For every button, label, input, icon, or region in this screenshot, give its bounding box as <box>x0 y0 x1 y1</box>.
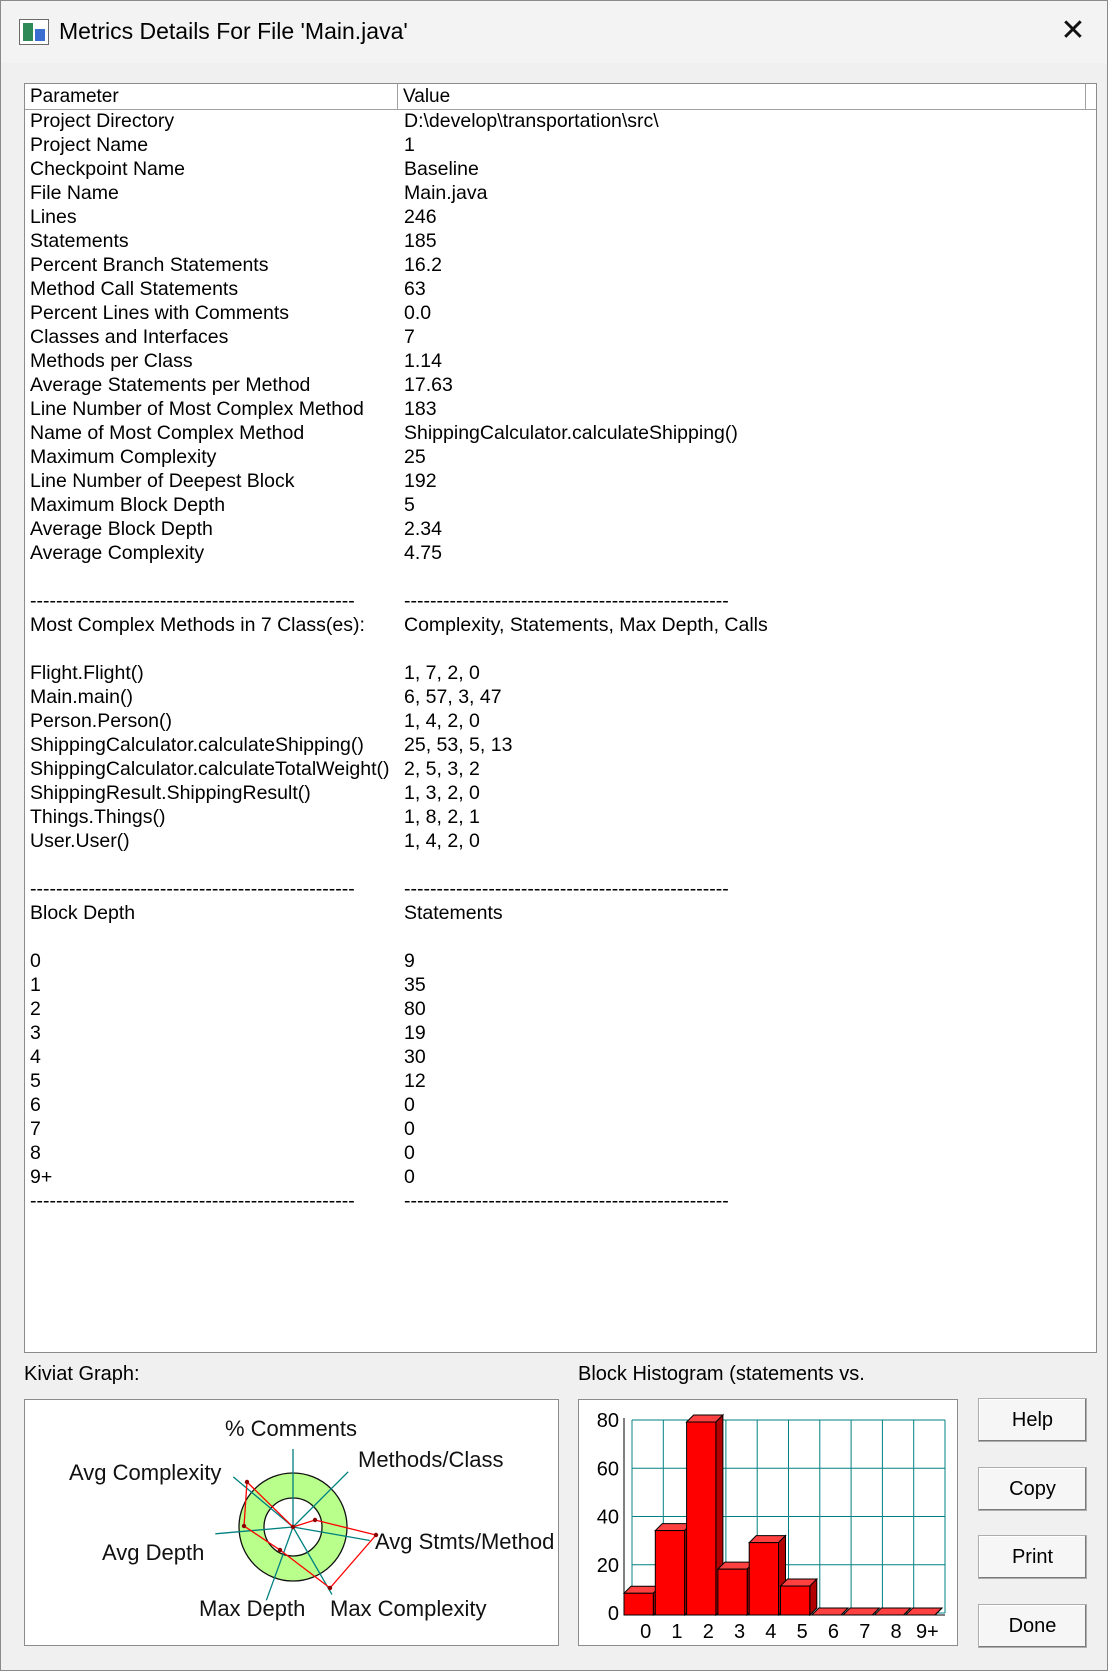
table-row[interactable] <box>30 1165 1090 1189</box>
parameter-cell: ShippingCalculator.calculateTotalWeight() <box>30 758 390 780</box>
kiviat-graph <box>24 1399 559 1646</box>
table-row[interactable] <box>30 997 1090 1021</box>
table-row[interactable] <box>30 181 1090 205</box>
parameter-cell: Checkpoint Name <box>30 158 185 180</box>
table-row[interactable] <box>30 685 1090 709</box>
table-row[interactable] <box>30 781 1090 805</box>
table-row[interactable] <box>30 1141 1090 1165</box>
kiviat-point <box>242 1524 246 1528</box>
parameter-cell: Line Number of Most Complex Method <box>30 398 364 420</box>
table-row[interactable] <box>30 301 1090 325</box>
value-cell: 0.0 <box>404 302 432 324</box>
table-row[interactable] <box>30 829 1090 853</box>
parameter-cell: ShippingCalculator.calculateShipping() <box>30 734 364 756</box>
parameter-cell: File Name <box>30 182 119 204</box>
parameter-cell: Methods per Class <box>30 350 193 372</box>
x-tick-label: 2 <box>702 1621 714 1643</box>
value-cell: 0 <box>404 1166 415 1188</box>
kiviat-axis-avg-stmts-method: Avg Stmts/Method <box>375 1529 555 1554</box>
table-row[interactable] <box>30 709 1090 733</box>
table-row[interactable] <box>30 613 1090 637</box>
column-header-value[interactable]: Value <box>398 84 1086 110</box>
kiviat-axis-max-complexity: Max Complexity <box>330 1596 487 1621</box>
table-row[interactable] <box>30 541 1090 565</box>
value-cell: 17.63 <box>404 374 453 396</box>
value-cell: 1, 4, 2, 0 <box>404 830 480 852</box>
x-tick-label: 7 <box>859 1621 871 1643</box>
column-header-filler <box>1086 84 1096 110</box>
value-cell: 1, 3, 2, 0 <box>404 782 480 804</box>
parameter-cell: 9+ <box>30 1166 53 1188</box>
x-tick-label: 8 <box>890 1621 902 1643</box>
value-cell: 7 <box>404 326 415 348</box>
table-row[interactable] <box>30 973 1090 997</box>
y-tick-label: 60 <box>596 1458 619 1481</box>
histogram-plot <box>579 1400 957 1645</box>
histogram-bar <box>655 1531 684 1615</box>
value-cell: 9 <box>404 950 415 972</box>
copy-button[interactable]: Copy <box>978 1467 1087 1511</box>
y-tick-label: 40 <box>596 1506 619 1529</box>
parameter-cell: Average Statements per Method <box>30 374 311 396</box>
histogram-bar <box>781 1586 810 1615</box>
parameter-cell: Average Block Depth <box>30 518 213 540</box>
block-histogram-label: Block Histogram (statements vs. <box>578 1363 865 1385</box>
title-bar <box>1 1 1107 63</box>
table-row[interactable] <box>30 469 1090 493</box>
parameter-cell: 3 <box>30 1022 41 1044</box>
value-cell: 19 <box>404 1022 426 1044</box>
kiviat-point <box>245 1480 249 1484</box>
value-cell: 25 <box>404 446 426 468</box>
value-cell: Complexity, Statements, Max Depth, Calls <box>404 614 768 636</box>
column-header-parameter[interactable]: Parameter <box>25 84 398 110</box>
parameter-cell: Lines <box>30 206 77 228</box>
value-cell: 1, 4, 2, 0 <box>404 710 480 732</box>
value-cell: Main.java <box>404 182 488 204</box>
y-tick-label: 80 <box>596 1410 619 1432</box>
value-cell: D:\develop\transportation\src\ <box>404 110 659 132</box>
print-button[interactable]: Print <box>978 1535 1087 1579</box>
parameter-cell: User.User() <box>30 830 130 852</box>
kiviat-point <box>328 1586 332 1590</box>
parameter-cell: 2 <box>30 998 41 1020</box>
value-cell: 246 <box>404 206 437 228</box>
parameter-cell: Most Complex Methods in 7 Class(es): <box>30 614 365 636</box>
parameter-cell: Method Call Statements <box>30 278 239 300</box>
value-cell: 2, 5, 3, 2 <box>404 758 480 780</box>
table-row[interactable] <box>30 517 1090 541</box>
value-cell: 0 <box>404 1142 415 1164</box>
parameter-cell: 4 <box>30 1046 41 1068</box>
table-row[interactable] <box>30 109 1090 133</box>
table-row[interactable] <box>30 397 1090 421</box>
parameter-cell: Average Complexity <box>30 542 205 564</box>
histogram-bar <box>749 1543 778 1615</box>
parameter-cell: 7 <box>30 1118 41 1140</box>
table-row[interactable] <box>30 901 1090 925</box>
value-cell: 1, 7, 2, 0 <box>404 662 480 684</box>
parameter-cell: Line Number of Deepest Block <box>30 470 295 492</box>
table-row[interactable] <box>30 757 1090 781</box>
value-cell: 16.2 <box>404 254 442 276</box>
table-row[interactable] <box>30 493 1090 517</box>
close-button[interactable]: ✕ <box>1060 14 1086 47</box>
kiviat-graph-label: Kiviat Graph: <box>24 1363 140 1385</box>
window-title: Metrics Details For File 'Main.java' <box>59 18 408 44</box>
y-tick-label: 20 <box>596 1554 619 1577</box>
parameter-cell: 5 <box>30 1070 41 1092</box>
kiviat-axis-avg-complexity: Avg Complexity <box>69 1460 222 1485</box>
table-row[interactable] <box>30 325 1090 349</box>
parameter-cell: Percent Lines with Comments <box>30 302 290 324</box>
kiviat-axis-comments: % Comments <box>225 1416 358 1441</box>
table-row[interactable] <box>30 205 1090 229</box>
table-row[interactable] <box>30 805 1090 829</box>
parameter-cell: Person.Person() <box>30 710 172 732</box>
value-cell: ShippingCalculator.calculateShipping() <box>404 422 738 444</box>
value-cell: 5 <box>404 494 415 516</box>
kiviat-point <box>278 1548 282 1552</box>
x-tick-label: 5 <box>796 1621 808 1643</box>
block-histogram <box>578 1399 958 1646</box>
parameter-cell: Maximum Complexity <box>30 446 217 468</box>
table-row[interactable] <box>30 1117 1090 1141</box>
value-cell: 183 <box>404 398 437 420</box>
value-cell: 185 <box>404 230 437 252</box>
table-row[interactable] <box>30 133 1090 157</box>
value-cell: -------------------------------------------------- <box>404 590 729 612</box>
kiviat-point <box>313 1518 317 1522</box>
parameter-cell: 6 <box>30 1094 41 1116</box>
x-tick-label: 1 <box>671 1621 683 1643</box>
parameter-cell: -------------------------------------------------- <box>30 1190 355 1212</box>
table-row[interactable] <box>30 589 1090 613</box>
value-cell: 80 <box>404 998 426 1020</box>
parameter-cell: -------------------------------------------------- <box>30 878 355 900</box>
help-button[interactable]: Help <box>978 1398 1087 1442</box>
table-row[interactable] <box>30 445 1090 469</box>
value-cell: 6, 57, 3, 47 <box>404 686 502 708</box>
table-row[interactable] <box>30 157 1090 181</box>
table-row[interactable] <box>30 1189 1090 1213</box>
parameter-cell: 0 <box>30 950 41 972</box>
histogram-bar-side <box>810 1579 817 1615</box>
histogram-bar <box>624 1593 653 1615</box>
value-cell: 63 <box>404 278 426 300</box>
parameter-cell: -------------------------------------------------- <box>30 590 355 612</box>
value-cell: 0 <box>404 1118 415 1140</box>
y-tick-label: 0 <box>607 1603 619 1625</box>
parameter-cell: 8 <box>30 1142 41 1164</box>
parameter-cell: Maximum Block Depth <box>30 494 226 516</box>
table-row[interactable] <box>30 1093 1090 1117</box>
table-row[interactable] <box>30 1021 1090 1045</box>
value-cell: 25, 53, 5, 13 <box>404 734 513 756</box>
histogram-bar <box>718 1569 747 1615</box>
parameter-cell: Classes and Interfaces <box>30 326 229 348</box>
table-row[interactable] <box>30 637 1090 661</box>
value-cell: 192 <box>404 470 437 492</box>
parameter-cell: Statements <box>30 230 129 252</box>
parameter-cell: Name of Most Complex Method <box>30 422 305 444</box>
table-row[interactable] <box>30 733 1090 757</box>
value-cell: 1 <box>404 134 415 156</box>
value-cell: 35 <box>404 974 426 996</box>
value-cell: Baseline <box>404 158 479 180</box>
value-cell: 2.34 <box>404 518 442 540</box>
kiviat-axis-methods-class: Methods/Class <box>358 1447 504 1472</box>
parameter-cell: Block Depth <box>30 902 136 924</box>
table-row[interactable] <box>30 253 1090 277</box>
table-row[interactable] <box>30 373 1090 397</box>
parameter-cell: Flight.Flight() <box>30 662 144 684</box>
table-row[interactable] <box>30 1069 1090 1093</box>
histogram-bar <box>687 1422 716 1615</box>
table-row[interactable] <box>30 949 1090 973</box>
x-tick-label: 3 <box>733 1621 746 1643</box>
value-cell: -------------------------------------------------- <box>404 878 729 900</box>
table-row[interactable] <box>30 277 1090 301</box>
table-row[interactable] <box>30 1045 1090 1069</box>
parameter-cell: Main.main() <box>30 686 133 708</box>
app-chart-icon <box>19 19 49 45</box>
value-cell: 12 <box>404 1070 426 1092</box>
kiviat-axis-max-depth: Max Depth <box>199 1596 306 1621</box>
metrics-list[interactable] <box>24 83 1097 1353</box>
done-button[interactable]: Done <box>978 1604 1087 1648</box>
table-row[interactable] <box>30 421 1090 445</box>
parameter-cell: Project Directory <box>30 110 175 132</box>
value-cell: 30 <box>404 1046 426 1068</box>
table-row[interactable] <box>30 565 1090 589</box>
x-tick-label: 4 <box>765 1621 777 1643</box>
value-cell: 1, 8, 2, 1 <box>404 806 480 828</box>
x-tick-label: 0 <box>640 1621 652 1643</box>
table-row[interactable] <box>30 853 1090 877</box>
x-tick-label: 6 <box>827 1621 840 1643</box>
parameter-cell: Project Name <box>30 134 149 156</box>
parameter-cell: Things.Things() <box>30 806 166 828</box>
value-cell: 0 <box>404 1094 415 1116</box>
kiviat-axis-avg-depth: Avg Depth <box>102 1540 205 1565</box>
table-row[interactable] <box>30 229 1090 253</box>
table-row[interactable] <box>30 661 1090 685</box>
kiviat-point <box>291 1525 295 1529</box>
table-row[interactable] <box>30 877 1090 901</box>
parameter-cell: ShippingResult.ShippingResult() <box>30 782 311 804</box>
table-row[interactable] <box>30 925 1090 949</box>
parameter-cell: Percent Branch Statements <box>30 254 269 276</box>
value-cell: 1.14 <box>404 350 442 372</box>
x-tick-label: 9+ <box>915 1621 939 1643</box>
value-cell: 4.75 <box>404 542 442 564</box>
list-header <box>25 84 1096 110</box>
table-row[interactable] <box>30 349 1090 373</box>
parameter-cell: 1 <box>30 974 41 996</box>
value-cell: -------------------------------------------------- <box>404 1190 729 1212</box>
value-cell: Statements <box>404 902 503 924</box>
